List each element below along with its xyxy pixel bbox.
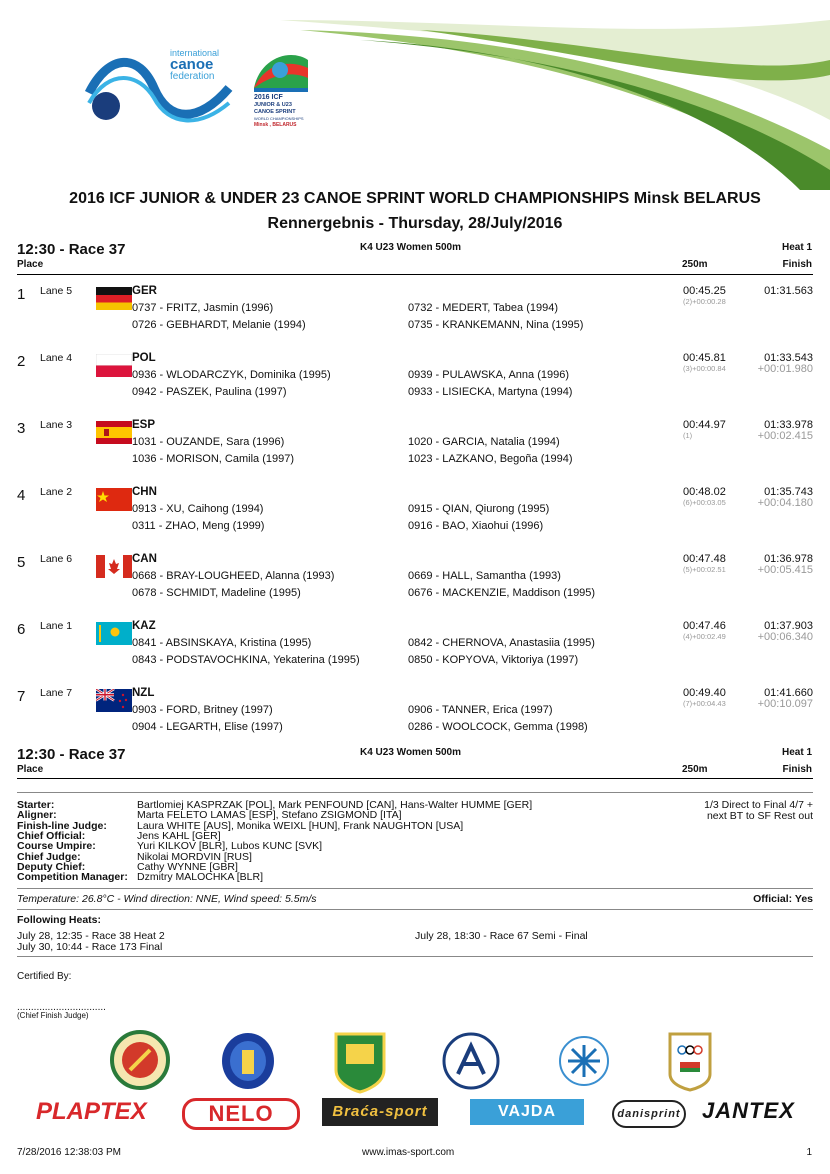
result-athlete: 0735 - KRANKEMANN, Nina (1995)	[408, 319, 584, 331]
event-logo-line1: 2016 ICF	[254, 94, 283, 101]
result-250m-time: 00:47.46	[683, 620, 726, 632]
flag-ger-icon	[96, 287, 132, 310]
result-place: 5	[17, 554, 26, 571]
result-250m-gap: (6)+00:03.05	[683, 498, 726, 507]
result-finish-time: 01:37.903	[764, 620, 813, 632]
footer-timestamp: 7/28/2016 12:38:03 PM	[17, 1147, 121, 1158]
following-heat-3: July 28, 18:30 - Race 67 Semi - Final	[415, 930, 588, 942]
official-names: Marta FELETO LAMAS [ESP], Stefano ZSIGMOND [ITA]	[137, 809, 402, 822]
sponsor-danisprint: danisprint	[612, 1100, 686, 1128]
official-role: Deputy Chief:	[17, 860, 86, 873]
result-lane: Lane 5	[40, 285, 73, 297]
result-athlete: 0737 - FRITZ, Jasmin (1996)	[132, 302, 274, 314]
event-logo-line5: Minsk , BELARUS	[254, 122, 297, 128]
flag-chn-icon	[96, 488, 132, 511]
official-names: Bartlomiej KASPRZAK [POL], Mark PENFOUND [CAN], Hans-Walter HUMME [GER]	[137, 799, 533, 811]
event-logo-line3: CANOE SPRINT	[254, 109, 296, 115]
column-250m: 250m	[682, 259, 708, 270]
flag-can-icon	[96, 555, 132, 578]
result-athlete: 0732 - MEDERT, Tabea (1994)	[408, 302, 559, 314]
document-title: 2016 ICF JUNIOR & UNDER 23 CANOE SPRINT WORLD CHAMPIONSHIPS Minsk BELARUS	[69, 190, 761, 207]
rowing-emblem-icon	[556, 1034, 612, 1088]
official-role: Starter:	[17, 799, 55, 811]
result-crew-code: NZL	[132, 687, 155, 699]
result-lane: Lane 3	[40, 419, 73, 431]
result-athlete: 0942 - PASZEK, Paulina (1997)	[132, 386, 287, 398]
icf-logo	[84, 48, 234, 128]
result-finish-gap: +00:01.980	[757, 363, 813, 375]
flag-kaz-icon	[96, 622, 132, 645]
result-finish-gap: +00:04.180	[757, 497, 813, 509]
footer-page-number: 1	[806, 1147, 812, 1158]
result-athlete: 0933 - LISIECKA, Martyna (1994)	[408, 386, 573, 398]
result-lane: Lane 1	[40, 620, 73, 632]
result-crew-code: ESP	[132, 419, 156, 431]
certified-label: Certified By:	[17, 971, 72, 982]
result-250m-gap: (5)+00:02.51	[683, 565, 726, 574]
result-athlete: 0669 - HALL, Samantha (1993)	[408, 570, 561, 582]
result-finish-time: 01:35.743	[764, 486, 813, 498]
heat-label-repeat: Heat 1	[781, 747, 812, 758]
certified-role: (Chief Finish Judge)	[17, 1011, 89, 1020]
result-250m-time: 00:45.81	[683, 352, 726, 364]
result-place: 7	[17, 688, 26, 705]
result-250m-time: 00:44.97	[683, 419, 726, 431]
result-finish-gap: +00:06.340	[757, 631, 813, 643]
event-emblem-icon	[250, 48, 312, 94]
certified-divider	[17, 956, 813, 957]
result-250m-gap: (4)+00:02.49	[683, 632, 726, 641]
official-role: Competition Manager:	[17, 871, 128, 884]
official-role: Finish-line Judge:	[17, 819, 107, 832]
official-names: Dzmitry MALOCHKA [BLR]	[137, 871, 264, 884]
following-heat-1: July 28, 12:35 - Race 38 Heat 2	[17, 930, 165, 942]
official-names: Laura WHITE [AUS], Monika WEIXL [HUN], Frank NAUGHTON [USA]	[137, 819, 464, 832]
result-place: 6	[17, 621, 26, 638]
result-athlete: 0286 - WOOLCOCK, Gemma (1998)	[408, 721, 588, 733]
official-role: Chief Official:	[17, 829, 86, 842]
official-status: Official: Yes	[753, 893, 813, 905]
result-place: 3	[17, 420, 26, 437]
progression-line2: next BT to SF Rest out	[706, 810, 813, 822]
header-divider-repeat	[17, 778, 813, 779]
following-heat-2: July 30, 10:44 - Race 173 Final	[17, 941, 163, 953]
sponsor-plaptex: PLAPTEX	[36, 1098, 147, 1125]
result-lane: Lane 7	[40, 687, 73, 699]
result-finish-time: 01:33.543	[764, 352, 813, 364]
result-250m-time: 00:45.25	[683, 285, 726, 297]
result-athlete: 0913 - XU, Caihong (1994)	[132, 503, 264, 515]
icf-logo-line3: federation	[170, 71, 215, 82]
flag-nzl-icon	[96, 689, 132, 712]
result-250m-time: 00:49.40	[683, 687, 726, 699]
flag-pol-icon	[96, 354, 132, 377]
progression-line1: 1/3 Direct to Final 4/7 +	[704, 799, 813, 811]
result-athlete: 0668 - BRAY-LOUGHEED, Alanna (1993)	[132, 570, 335, 582]
column-finish-repeat: Finish	[782, 764, 812, 775]
result-crew-code: CAN	[132, 553, 157, 565]
result-crew-code: POL	[132, 352, 156, 364]
icf-logo-line2: canoe	[170, 56, 214, 73]
sponsor-nelo: NELO	[182, 1098, 300, 1130]
race-time-title: 12:30 - Race 37	[17, 241, 126, 258]
result-lane: Lane 6	[40, 553, 73, 565]
result-crew-code: KAZ	[132, 620, 156, 632]
official-names: Nikolai MORDVIN [RUS]	[137, 850, 252, 863]
result-athlete: 0842 - CHERNOVA, Anastasiia (1995)	[408, 637, 595, 649]
certified-signature-line: ................................	[17, 1002, 106, 1013]
result-lane: Lane 4	[40, 352, 73, 364]
result-finish-time: 01:31.563	[764, 285, 813, 297]
header-divider	[17, 274, 813, 275]
event-logo-line4: WORLD CHAMPIONSHIPS	[254, 116, 304, 121]
officials-divider	[17, 792, 813, 793]
result-place: 4	[17, 487, 26, 504]
official-names: Jens KAHL [GER]	[137, 829, 221, 842]
event-name-repeat: K4 U23 Women 500m	[360, 747, 461, 758]
weather-divider	[17, 888, 813, 889]
result-athlete: 0841 - ABSINSKAYA, Kristina (1995)	[132, 637, 312, 649]
event-logo	[250, 48, 312, 132]
result-place: 1	[17, 286, 26, 303]
result-finish-gap: +00:05.415	[757, 564, 813, 576]
result-athlete: 0906 - TANNER, Erica (1997)	[408, 704, 553, 716]
result-athlete: 0843 - PODSTAVOCHKINA, Yekaterina (1995)	[132, 654, 360, 666]
result-250m-gap: (1)	[683, 431, 693, 440]
result-place: 2	[17, 353, 26, 370]
result-250m-gap: (7)+00:04.43	[683, 699, 726, 708]
event-logo-line2: JUNIOR & U23	[254, 102, 292, 108]
following-divider	[17, 909, 813, 910]
olympic-committee-emblem-icon	[666, 1030, 714, 1092]
result-athlete: 0850 - KOPYOVA, Viktoriya (1997)	[408, 654, 579, 666]
result-athlete: 0915 - QIAN, Qiurong (1995)	[408, 503, 550, 515]
result-finish-gap: +00:10.097	[757, 698, 813, 710]
official-role: Chief Judge:	[17, 850, 81, 863]
result-athlete: 0678 - SCHMIDT, Madeline (1995)	[132, 587, 301, 599]
result-athlete: 0726 - GEBHARDT, Melanie (1994)	[132, 319, 306, 331]
result-250m-gap: (3)+00:00.84	[683, 364, 726, 373]
sponsor-braca-sport: Braća-sport	[322, 1098, 438, 1126]
footer-website[interactable]: www.imas-sport.com	[362, 1147, 455, 1158]
result-athlete: 0676 - MACKENZIE, Maddison (1995)	[408, 587, 596, 599]
column-finish: Finish	[782, 259, 812, 270]
result-finish-time: 01:41.660	[764, 687, 813, 699]
icf-logo-line1: international	[170, 48, 220, 58]
belarus-canoe-emblem-icon	[110, 1030, 170, 1090]
result-athlete: 1023 - LAZKANO, Begoña (1994)	[408, 453, 573, 465]
result-250m-time: 00:48.02	[683, 486, 726, 498]
result-250m-time: 00:47.48	[683, 553, 726, 565]
result-finish-gap: +00:02.415	[757, 430, 813, 442]
column-place-repeat: Place	[17, 764, 44, 775]
weather-info: Temperature: 26.8°C - Wind direction: NNE, Wind speed: 5.5m/s	[17, 893, 317, 905]
official-role: Course Umpire:	[17, 840, 96, 853]
result-athlete: 1020 - GARCIA, Natalia (1994)	[408, 436, 560, 448]
document-subtitle: Rennergebnis - Thursday, 28/July/2016	[267, 215, 563, 232]
event-name: K4 U23 Women 500m	[360, 242, 461, 253]
result-crew-code: CHN	[132, 486, 157, 498]
official-role: Aligner:	[17, 809, 57, 822]
sponsor-jantex: JANTEX	[702, 1098, 795, 1123]
result-athlete: 0936 - WLODARCZYK, Dominika (1995)	[132, 369, 331, 381]
following-heats-label: Following Heats:	[17, 914, 101, 926]
result-250m-gap: (2)+00:00.28	[683, 297, 726, 306]
federation-a-emblem-icon	[442, 1032, 500, 1090]
result-athlete: 0939 - PULAWSKA, Anna (1996)	[408, 369, 570, 381]
result-finish-time: 01:36.978	[764, 553, 813, 565]
region-crest-icon	[332, 1030, 388, 1094]
column-place: Place	[17, 259, 44, 270]
official-names: Cathy WYNNE [GBR]	[137, 860, 238, 873]
result-finish-time: 01:33.978	[764, 419, 813, 431]
result-athlete: 0311 - ZHAO, Meng (1999)	[132, 520, 265, 532]
official-names: Yuri KILKOV [BLR], Lubos KUNC [SVK]	[137, 840, 322, 853]
race-time-title-repeat: 12:30 - Race 37	[17, 746, 126, 763]
result-crew-code: GER	[132, 285, 157, 297]
result-athlete: 0904 - LEGARTH, Elise (1997)	[132, 721, 283, 733]
flag-esp-icon	[96, 421, 132, 444]
minsk-crest-icon	[220, 1032, 276, 1090]
result-athlete: 0916 - BAO, Xiaohui (1996)	[408, 520, 544, 532]
sponsor-vajda: VAJDA	[470, 1099, 584, 1125]
heat-label: Heat 1	[781, 242, 812, 253]
result-athlete: 0903 - FORD, Britney (1997)	[132, 704, 273, 716]
column-250m-repeat: 250m	[682, 764, 708, 775]
result-athlete: 1036 - MORISON, Camila (1997)	[132, 453, 294, 465]
result-lane: Lane 2	[40, 486, 73, 498]
result-athlete: 1031 - OUZANDE, Sara (1996)	[132, 436, 285, 448]
